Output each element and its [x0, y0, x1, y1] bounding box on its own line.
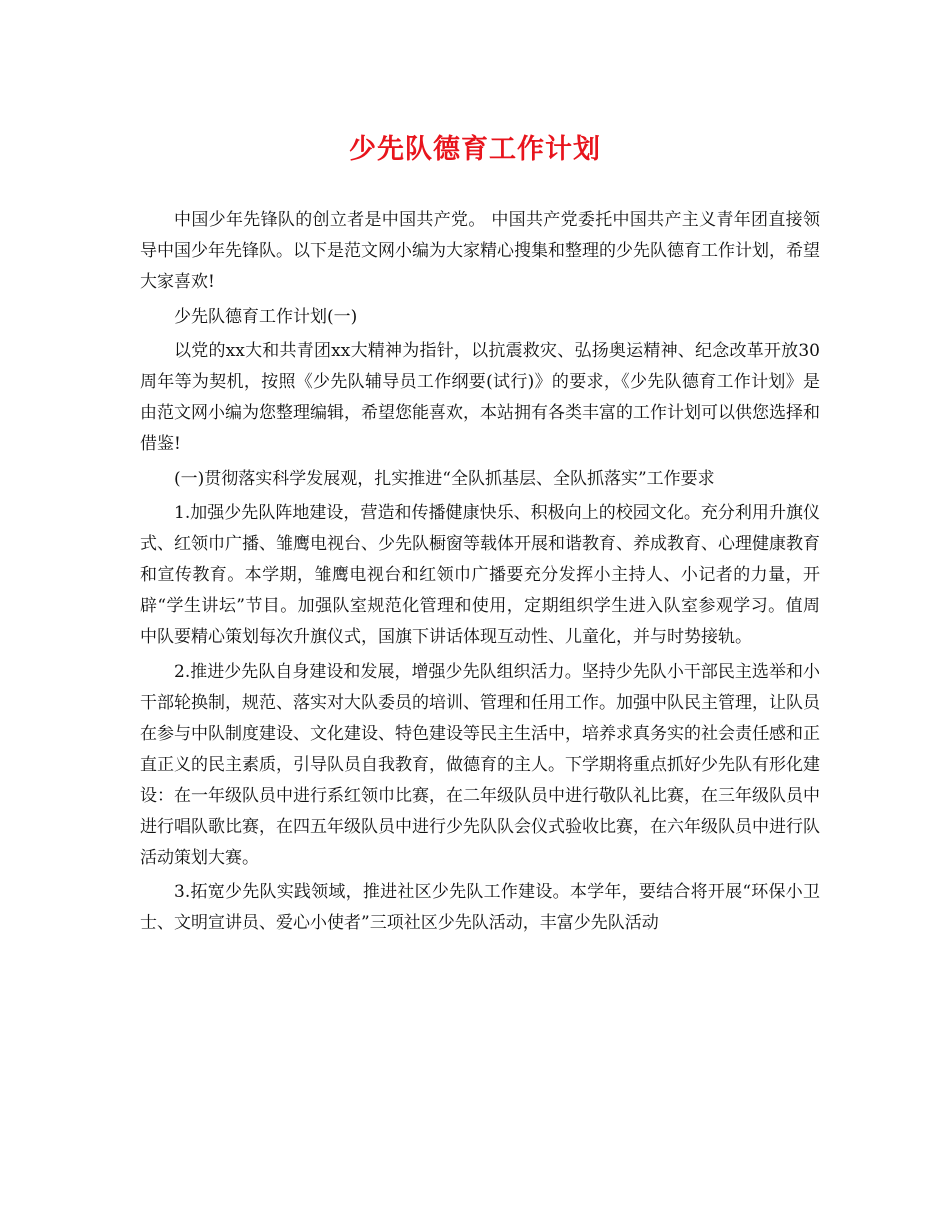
document-body: [140, 205, 820, 943]
paragraph-guideline: 以党的xx大和共青团xx大精神为指针，以抗震救灾、弘扬奥运精神、纪念改革开放30周年等为契机，按照《少先队辅导员工作纲要(试行)》的要求，《少先队德育工作计划》是由范文网小编为您整理编辑，希望您能喜欢，本站拥有各类丰富的工作计划可以供您选择和借鉴!: [140, 341, 820, 454]
paragraph-item-3: 3.拓宽少先队实践领域，推进社区少先队工作建设。本学年，要结合将开展“环保小卫士、文明宣讲员、爱心小使者”三项社区少先队活动，丰富少先队活动: [140, 882, 820, 933]
paragraph-item-2: 2.推进少先队自身建设和发展，增强少先队组织活力。坚持少先队小干部民主选举和小干部轮换制，规范、落实对大队委员的培训、管理和任用工作。加强中队民主管理，让队员在参与中队制度建设、文化建设、特色建设等民主生活中，培养求真务实的社会责任感和正直正义的民主素质，引导队员自我教育，做德育的主人。下学期将重点抓好少先队有形化建设：在一年级队员中进行系红领巾比赛，在二年级队员中进行敬队礼比赛，在三年级队员中进行唱队歌比赛，在四五年级队员中进行少先队队会仪式验收比赛，在六年级队员中进行队活动策划大赛。: [140, 661, 820, 868]
paragraph-item-1: 1.加强少先队阵地建设，营造和传播健康快乐、积极向上的校园文化。充分利用升旗仪式、红领巾广播、雏鹰电视台、少先队橱窗等载体开展和谐教育、养成教育、心理健康教育和宣传教育。本学期，雏鹰电视台和红领巾广播要充分发挥小主持人、小记者的力量，开辟“学生讲坛”节目。加强队室规范化管理和使用，定期组织学生进入队室参观学习。值周中队要精心策划每次升旗仪式，国旗下讲话体现互动性、儿童化，并与时势接轨。: [140, 503, 820, 647]
paragraph-intro: 中国少年先锋队的创立者是中国共产党。 中国共产党委托中国共产主义青年团直接领导中国少年先锋队。以下是范文网小编为大家精心搜集和整理的少先队德育工作计划，希望大家喜欢!: [140, 210, 820, 292]
paragraph-section-heading: 少先队德育工作计划(一): [174, 306, 358, 327]
paragraph-subheading: (一)贯彻落实科学发展观，扎实推进“全队抓基层、全队抓落实”工作要求: [174, 468, 715, 489]
document-title: 少先队德育工作计划: [349, 134, 601, 165]
